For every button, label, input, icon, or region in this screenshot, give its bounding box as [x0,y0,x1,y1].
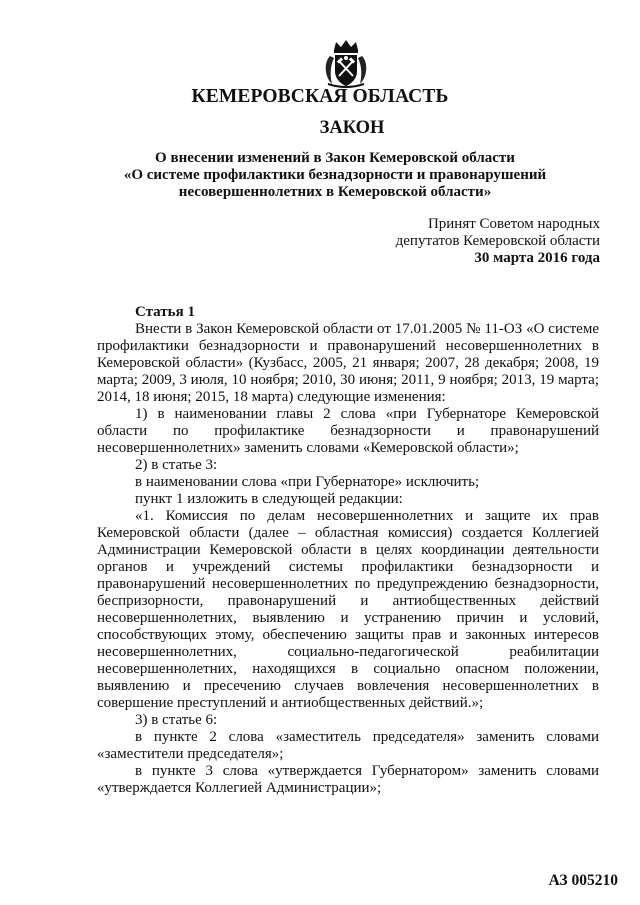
article-paragraph: 1) в наименовании главы 2 слова «при Губернаторе Кемеровской области по профилактике безнадзорности и правонарушений несовершеннолетних» заменить словами «Кемеровской области»; [97,406,599,456]
adoption-block [396,216,600,267]
article-body [97,304,599,797]
subject-line: «О системе профилактики безнадзорности и правонарушений [123,167,547,183]
article-paragraph: в пункте 3 слова «утверждается Губернатором» заменить словами «утверждается Коллегией Администрации»; [97,763,599,796]
subject-line: несовершеннолетних в Кемеровской области» [178,184,492,200]
document-type-title: ЗАКОН [319,118,385,138]
article-paragraph: в наименовании слова «при Губернаторе» исключить; [135,474,480,490]
adopted-by-line: Принят Советом народных [427,216,600,232]
article-paragraph: пункт 1 изложить в следующей редакции: [135,491,403,507]
article-paragraph: «1. Комиссия по делам несовершеннолетних и защите их прав Кемеровской области (далее – областная комиссия) создается Коллегией Администрации Кемеровской области в целях координации деятельности органов и учреждений системы профилактики безнадзорности и правонарушений несовершеннолетних по предупреждению безнадзорности, беспризорности, правонарушений и антиобщественных действий несовершеннолетних, выявлению и устранению причин и условий, способствующих этому, обеспечению защиты прав и законных интересов несовершеннолетних, социально-педагогической реабилитации несовершеннолетних, находящихся в социально опасном положении, выявлению и пресечению случаев вовлечения несовершеннолетних в совершение преступлений и антиобщественных действий.»; [97,508,599,711]
article-heading: Статья 1 [135,304,195,320]
article-paragraph: 2) в статье 3: [135,457,218,473]
region-title: КЕМЕРОВСКАЯ ОБЛАСТЬ [191,86,449,107]
article-paragraph: в пункте 2 слова «заместитель председателя» заменить словами «заместители председателя»; [97,729,599,762]
kemerovo-coat-of-arms-icon [320,38,372,90]
subject-line: О внесении изменений в Закон Кемеровской области [155,150,515,166]
document-serial-number: АЗ 005210 [548,872,618,889]
article-paragraph: Внести в Закон Кемеровской области от 17.01.2005 № 11-ОЗ «О системе профилактики безнадзорности и правонарушений несовершеннолетних в Кемеровской области» (Кузбасс, 2005, 21 января; 2007, 28 декабря; 2008, 19 марта; 2009, 3 июля, 10 ноября; 2010, 30 июня; 2011, 9 ноября; 2013, 19 марта; 2014, 18 июня; 2015, 18 марта) следующие изменения: [97,321,599,405]
adoption-date: 30 марта 2016 года [474,250,600,266]
adopted-by-line: депутатов Кемеровской области [395,233,600,249]
law-subject [120,150,550,201]
article-paragraph: 3) в статье 6: [135,712,218,728]
